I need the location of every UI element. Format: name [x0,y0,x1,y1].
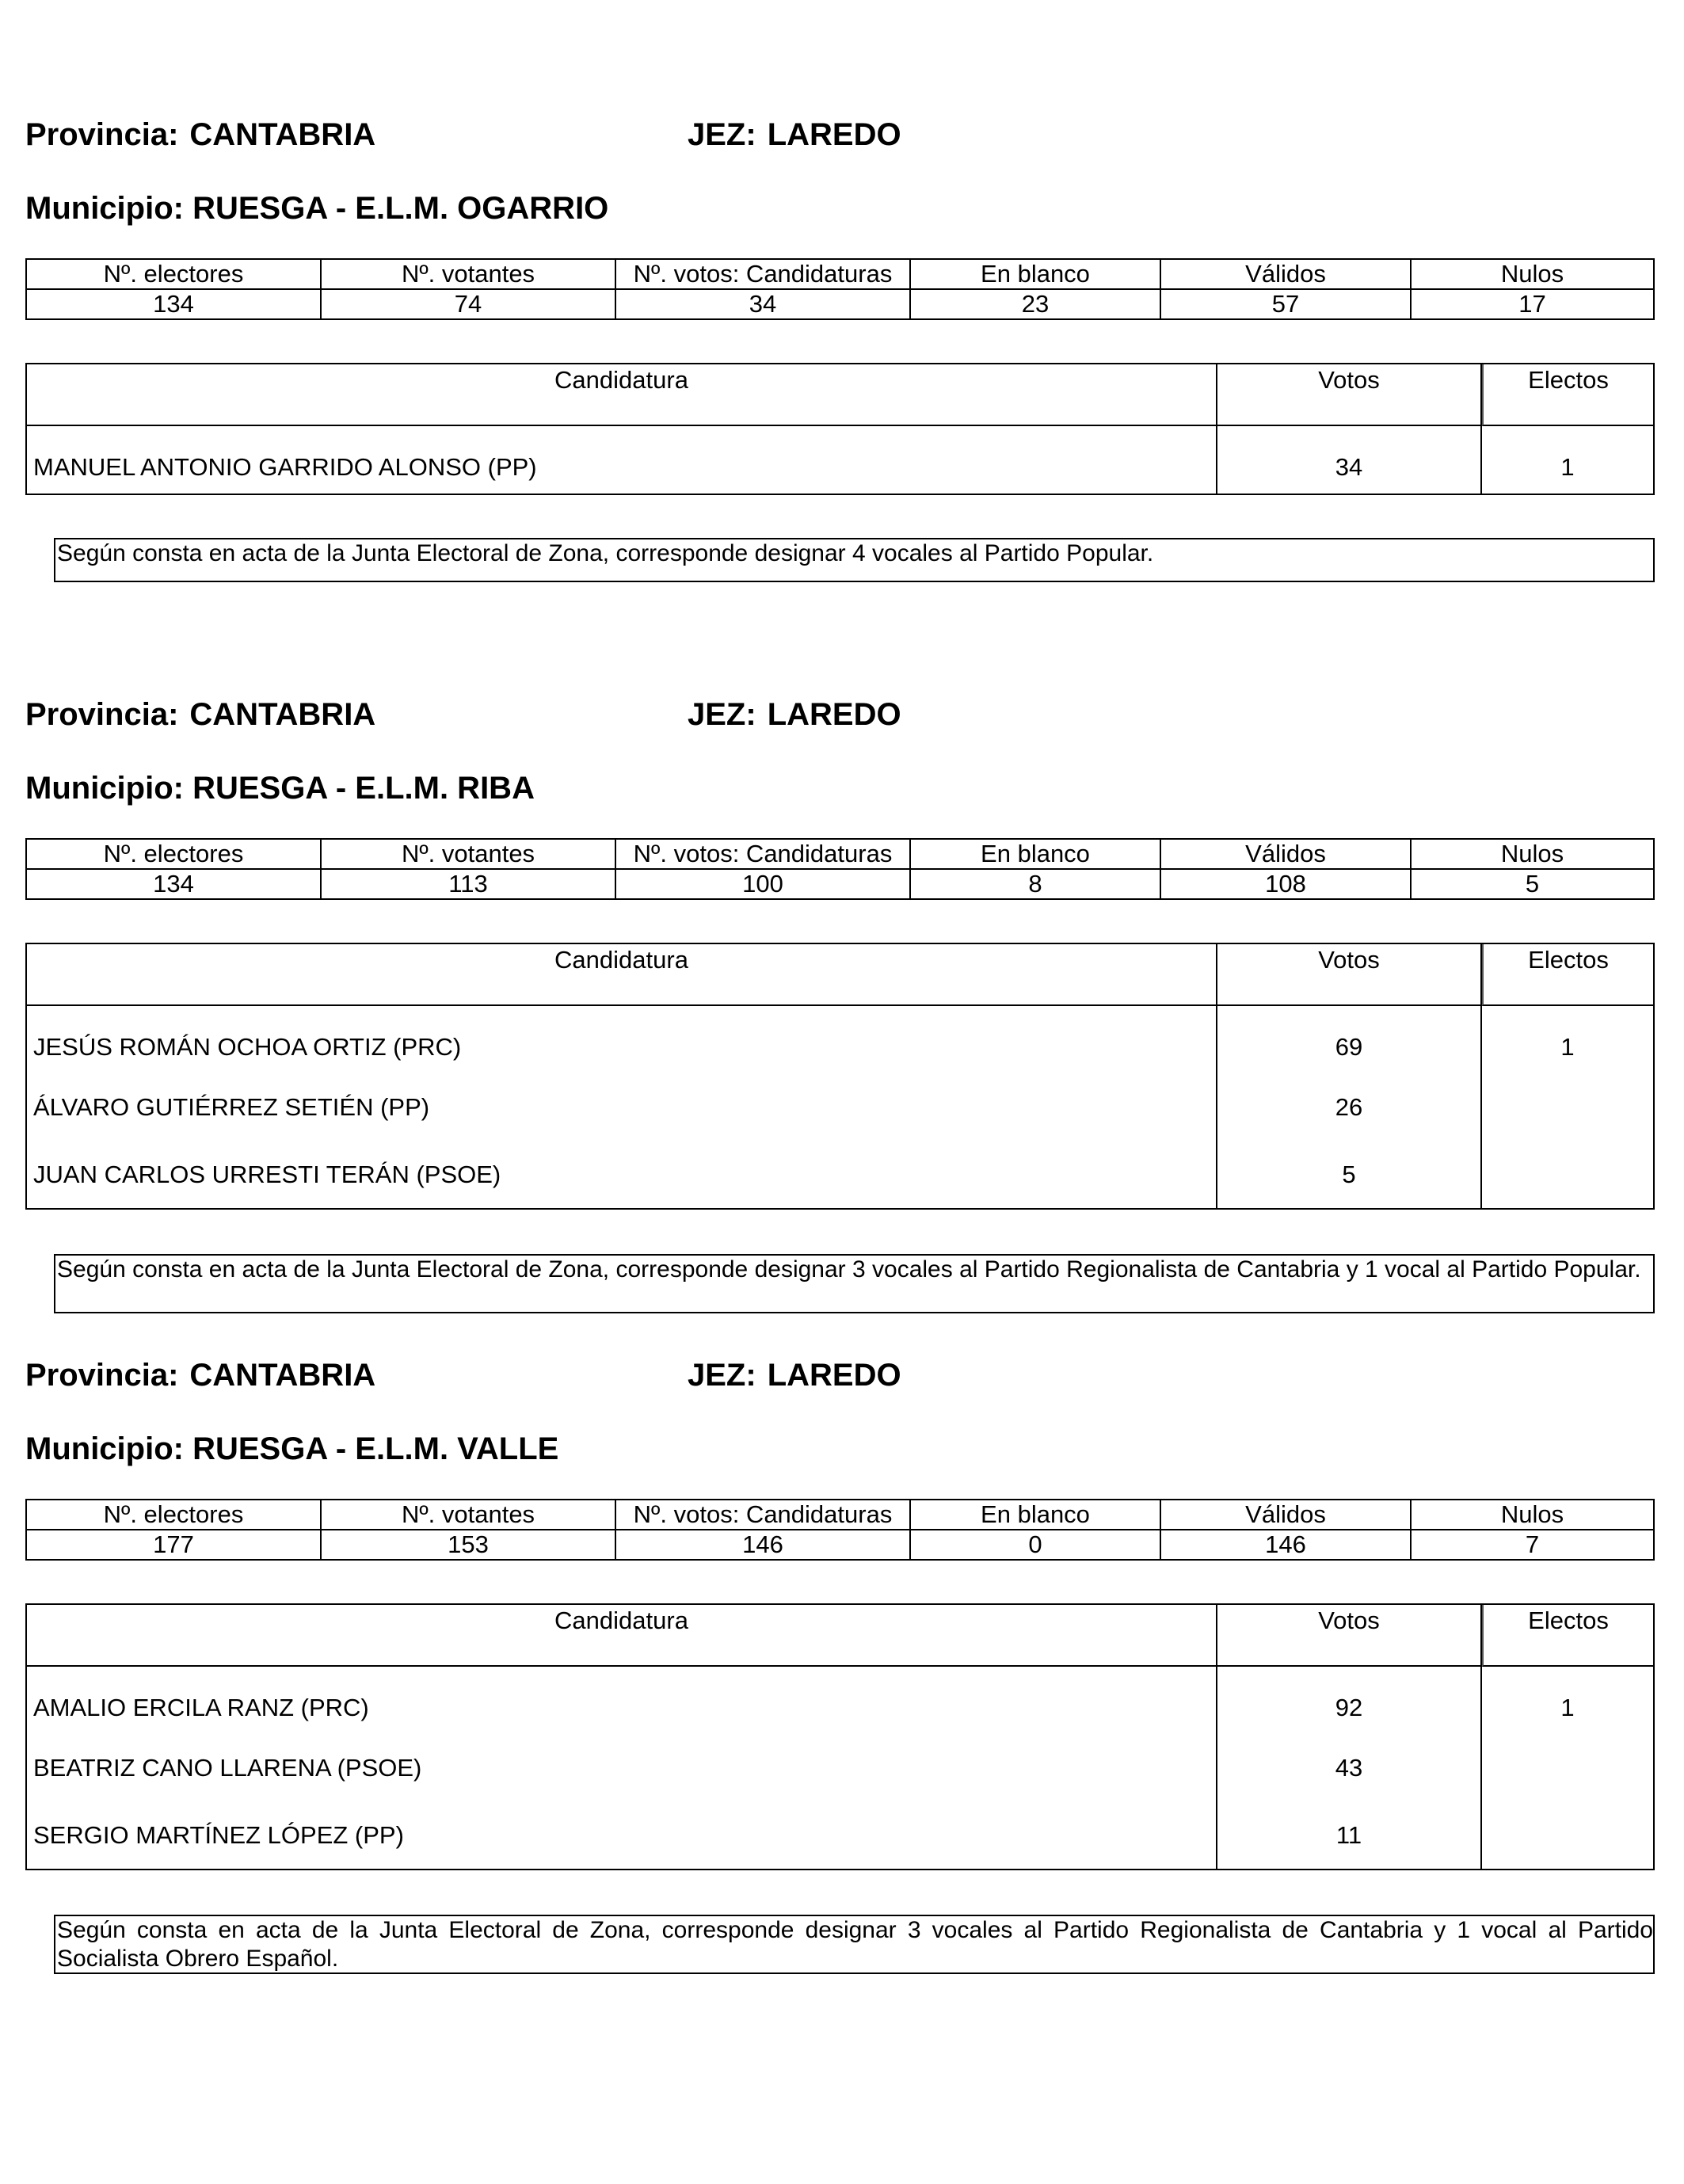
stats-table [25,838,1655,900]
provincia-heading [25,696,375,734]
value-votos-candidaturas: 100 [615,869,910,899]
electos-header: Electos [1482,1605,1653,1667]
candidate-votes: 26 [1217,1073,1482,1141]
municipio-label: Municipio: [25,1431,184,1466]
header-votantes: Nº. votantes [321,839,615,869]
candidate-electos [1482,1073,1653,1141]
header-en-blanco: En blanco [910,259,1160,289]
candidate-votes: 5 [1217,1141,1482,1208]
header-en-blanco: En blanco [910,1500,1160,1530]
header-votantes: Nº. votantes [321,1500,615,1530]
candidate-name: AMALIO ERCILA RANZ (PRC) [27,1667,1217,1734]
candidate-name: ÁLVARO GUTIÉRREZ SETIÉN (PP) [27,1073,1217,1141]
header-nulos: Nulos [1411,259,1654,289]
value-votos-candidaturas: 146 [615,1530,910,1560]
municipio-heading [25,189,608,227]
municipio-heading [25,1430,558,1468]
jez-label: JEZ: [688,697,756,732]
candidate-name: JUAN CARLOS URRESTI TERÁN (PSOE) [27,1141,1217,1208]
candidate-name: SERGIO MARTÍNEZ LÓPEZ (PP) [27,1801,1217,1869]
value-votos-candidaturas: 34 [615,289,910,319]
provincia-value: CANTABRIA [189,117,376,152]
header-validos: Válidos [1160,839,1411,869]
provincia-value: CANTABRIA [189,697,376,732]
value-electores: 177 [26,1530,321,1560]
designation-note: Según consta en acta de la Junta Electoral de Zona, corresponde designar 3 vocales al Partido Regionalista de Cantabria y 1 vocal al Partido Popular. [54,1254,1655,1313]
candidate-name: MANUEL ANTONIO GARRIDO ALONSO (PP) [27,426,1217,494]
candidate-votes: 34 [1217,426,1482,494]
candidate-electos: 1 [1560,1032,1575,1061]
header-votos-candidaturas: Nº. votos: Candidaturas [615,839,910,869]
candidate-votes: 92 [1217,1667,1482,1734]
value-electores: 134 [26,289,321,319]
header-validos: Válidos [1160,259,1411,289]
value-electores: 134 [26,869,321,899]
header-votos-candidaturas: Nº. votos: Candidaturas [615,1500,910,1530]
jez-value: LAREDO [767,1358,901,1393]
header-electores: Nº. electores [26,1500,321,1530]
candidatura-header: Candidatura [27,364,1217,426]
candidate-votes: 69 [1217,1006,1482,1073]
candidatura-header: Candidatura [27,944,1217,1006]
candidate-electos: 1 [1560,452,1575,481]
designation-note: Según consta en acta de la Junta Electoral de Zona, corresponde designar 3 vocales al Partido Regionalista de Cantabria y 1 vocal al Partido Socialista Obrero Español. [54,1915,1655,1974]
header-votantes: Nº. votantes [321,259,615,289]
jez-value: LAREDO [767,697,901,732]
value-nulos: 17 [1411,289,1654,319]
candidate-name: JESÚS ROMÁN OCHOA ORTIZ (PRC) [27,1006,1217,1073]
jez-label: JEZ: [688,1358,756,1393]
jez-heading [688,696,901,734]
electos-header: Electos [1482,944,1653,1006]
municipio-value: RUESGA - E.L.M. RIBA [192,771,535,806]
candidate-votes: 11 [1217,1801,1482,1869]
municipio-label: Municipio: [25,191,184,226]
value-validos: 108 [1160,869,1411,899]
header-votos-candidaturas: Nº. votos: Candidaturas [615,259,910,289]
provincia-label: Provincia: [25,697,179,732]
header-nulos: Nulos [1411,839,1654,869]
stats-table [25,1499,1655,1561]
stats-table [25,258,1655,320]
provincia-heading [25,1356,375,1394]
header-electores: Nº. electores [26,259,321,289]
value-nulos: 7 [1411,1530,1654,1560]
votos-header: Votos [1217,1605,1482,1667]
provincia-label: Provincia: [25,117,179,152]
municipio-label: Municipio: [25,771,184,806]
header-electores: Nº. electores [26,839,321,869]
candidate-electos: 1 [1560,1693,1575,1721]
provincia-label: Provincia: [25,1358,179,1393]
designation-note: Según consta en acta de la Junta Electoral de Zona, corresponde designar 4 vocales al Partido Popular. [54,538,1655,582]
header-nulos: Nulos [1411,1500,1654,1530]
jez-heading [688,1356,901,1394]
jez-value: LAREDO [767,117,901,152]
header-validos: Válidos [1160,1500,1411,1530]
candidate-name: BEATRIZ CANO LLARENA (PSOE) [27,1734,1217,1801]
header-en-blanco: En blanco [910,839,1160,869]
value-nulos: 5 [1411,869,1654,899]
candidates-table [25,943,1655,1210]
candidates-table [25,1603,1655,1870]
municipio-heading [25,769,535,807]
value-votantes: 153 [321,1530,615,1560]
votos-header: Votos [1217,944,1482,1006]
value-validos: 146 [1160,1530,1411,1560]
votos-header: Votos [1217,364,1482,426]
jez-label: JEZ: [688,117,756,152]
municipio-value: RUESGA - E.L.M. VALLE [192,1431,559,1466]
value-validos: 57 [1160,289,1411,319]
candidate-votes: 43 [1217,1734,1482,1801]
value-votantes: 113 [321,869,615,899]
candidate-electos [1482,1801,1653,1869]
candidatura-header: Candidatura [27,1605,1217,1667]
value-en-blanco: 23 [910,289,1160,319]
value-votantes: 74 [321,289,615,319]
candidate-electos [1482,1141,1653,1208]
provincia-value: CANTABRIA [189,1358,376,1393]
value-en-blanco: 8 [910,869,1160,899]
jez-heading [688,116,901,154]
value-en-blanco: 0 [910,1530,1160,1560]
candidates-table [25,363,1655,495]
candidate-electos [1482,1734,1653,1801]
electos-header: Electos [1482,364,1653,426]
provincia-heading [25,116,375,154]
municipio-value: RUESGA - E.L.M. OGARRIO [192,191,609,226]
